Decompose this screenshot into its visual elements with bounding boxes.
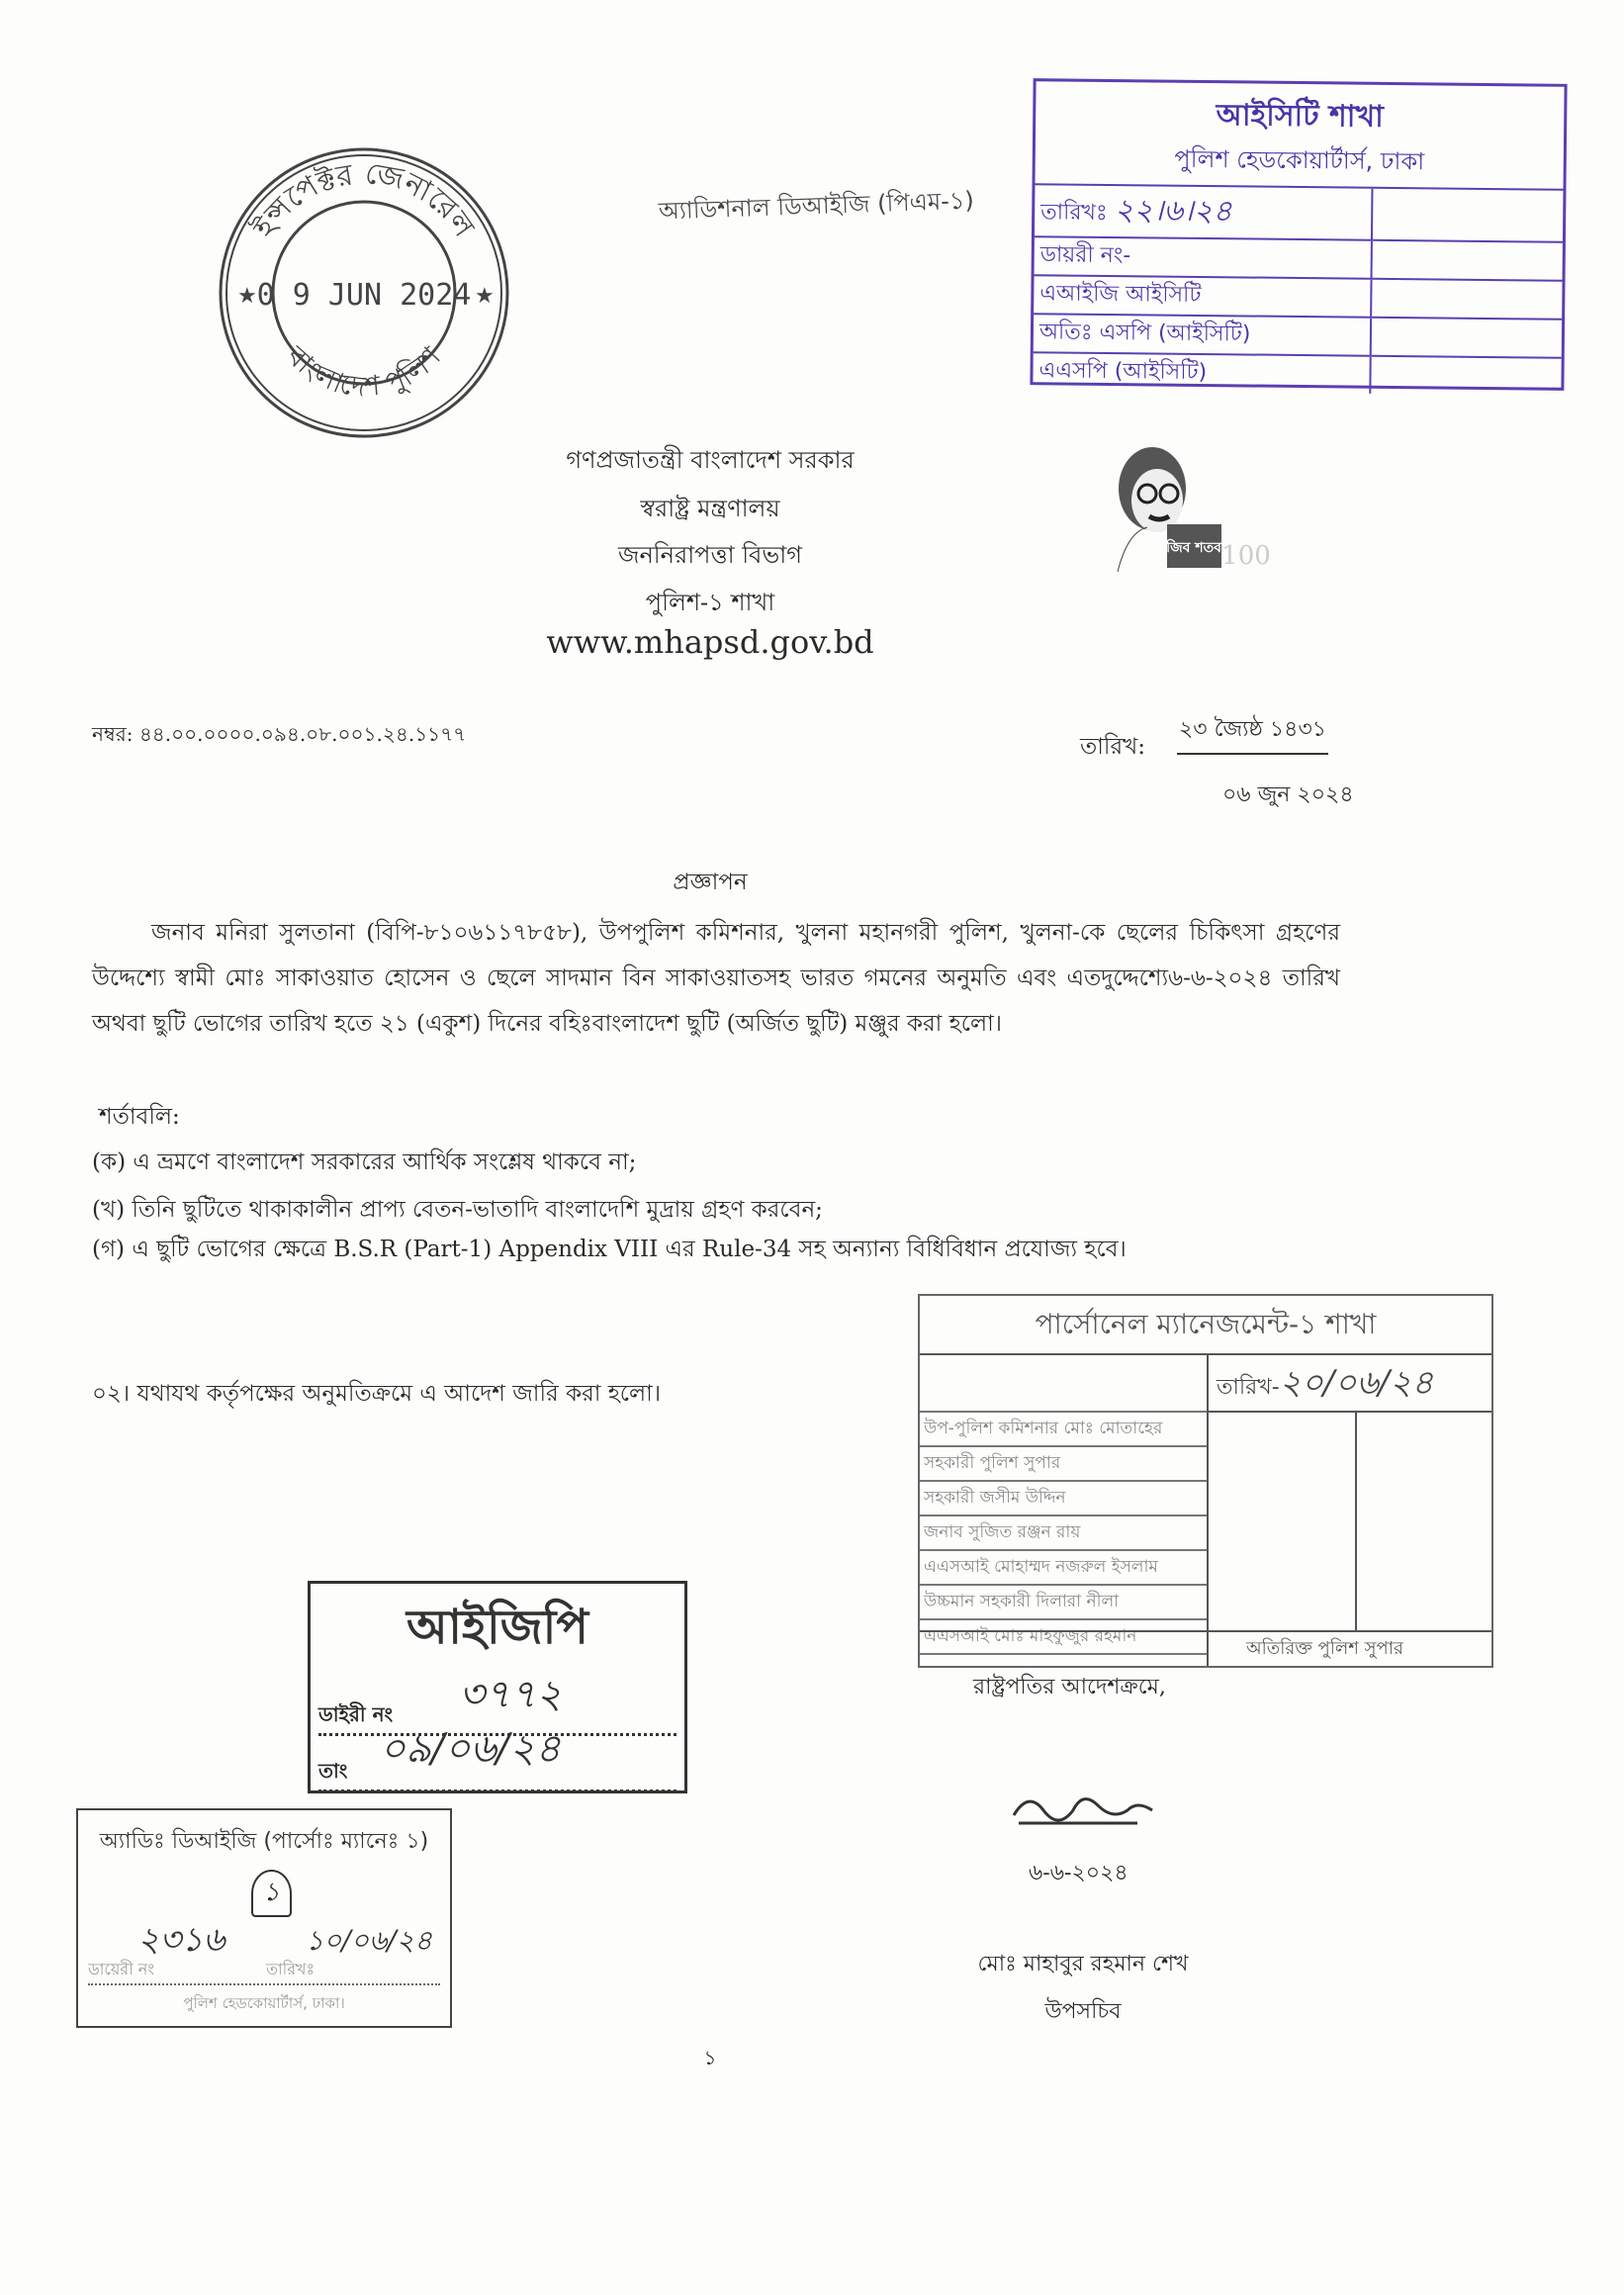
website: www.mhapsd.gov.bd (546, 623, 874, 661)
notice-body: জনাব মনিরা সুলতানা (বিপি-৮১০৬১১৭৮৫৮), উপপুলিশ কমিশনার, খুলনা মহানগরী পুলিশ, খুলনা-কে ছেলের চিকিৎসা গ্রহণের উদ্দেশ্যে স্বামী মোঃ সাকাওয়াত হোসেন ও ছেলে সাদমান বিন সাকাওয়াতসহ ভারত গমনের অনুমতি এবং এতদুদ্দেশ্যে৬-৬-২০২৪ তারিখ অথবা ছুটি ভোগের তারিখ হতে ২১ (একুশ) দিনের বহিঃবাংলাদেশ ছুটি (অর্জিত ছুটি) মঞ্জুর করা হলো। (92, 920, 1340, 1037)
handwritten-date: ০৯/০৬/২৪ (380, 1726, 561, 1772)
seal-top-text: ইন্সপেক্টর জেনারেল (246, 155, 482, 244)
date-label: তাং (318, 1759, 348, 1783)
mgmt-row: এএসআই মোহাম্মদ নজরুল ইসলাম (920, 1551, 1207, 1586)
date-gregorian: ০৬ জুন ২০২৪ (1222, 782, 1354, 807)
ict-branch-stamp (1030, 78, 1567, 391)
ict-row: অতিঃ এসপি (আইসিটি) (1034, 314, 1371, 356)
mgmt-row: জনাব সুজিত রঞ্জন রায় (920, 1516, 1207, 1551)
inspector-general-seal (216, 144, 512, 441)
signatory-designation: উপসচিব (1044, 1999, 1122, 2024)
svg-text:ইন্সপেক্টর জেনারেল (246, 156, 482, 244)
date-label: তারিখঃ (266, 1960, 316, 1978)
signatory-name: মোঃ মাহাবুর রহমান শেখ (977, 1952, 1189, 1976)
branch-name: পুলিশ-১ শাখা (645, 589, 775, 616)
ministry-name: স্বরাষ্ট্র মন্ত্রণালয় (640, 495, 780, 522)
signature-scribble (1009, 1786, 1157, 1839)
mgmt-stamp-footer: অতিরিক্ত পুলিশ সুপার (1246, 1638, 1403, 1659)
handwritten-date: ১০/০৬/২৪ (306, 1924, 433, 1957)
ict-stamp-subtitle: পুলিশ হেডকোয়ার্টার্স, ঢাকা (1174, 144, 1425, 176)
handwritten-mark: ১ (251, 1870, 292, 1917)
star-icon: ★ (475, 284, 495, 309)
signature-date: ৬-৬-২০২৪ (1029, 1861, 1128, 1885)
handwritten-date: ২২।৬।২৪ (1114, 193, 1232, 230)
handwritten-diary-no: ৩৭৭২ (459, 1672, 563, 1717)
mgmt-row: এএসআই মোঃ মাহফুজুর রহমান (920, 1620, 1207, 1655)
seal-bottom-text: বাংলাদেশ পুলিশ (280, 339, 447, 404)
addl-stamp-title: অ্যাডিঃ ডিআইজি (পার্সোঃ ম্যানেঃ ১) (99, 1829, 429, 1854)
seal-date: 0 9 JUN 2024 (256, 278, 472, 313)
memo-number: নম্বর: ৪৪.০০.০০০০.০৯৪.০৮.০০১.২৪.১১৭৭ (92, 722, 467, 746)
igp-stamp (308, 1581, 687, 1793)
division-name: জননিরাপত্তা বিভাগ (618, 541, 802, 569)
page-number: ১ (703, 2046, 717, 2069)
mgmt-stamp-title: পার্সোনেল ম্যানেজমেন্ট-১ শাখা (920, 1296, 1491, 1355)
notice-title: প্রজ্ঞাপন (673, 870, 748, 895)
conditions-label: শর্তাবলি: (99, 1104, 180, 1130)
mgmt-row: উচ্চমান সহকারী দিলারা নীলা (920, 1586, 1207, 1620)
ict-row: তারিখঃ ২২।৬।২৪ (1035, 184, 1373, 240)
date-bangla: ২৩ জ্যৈষ্ঠ ১৪৩১ (1177, 712, 1328, 755)
star-icon: ★ (237, 284, 257, 309)
personnel-management-stamp (918, 1294, 1493, 1668)
svg-text:বাংলাদেশ পুলিশ (280, 339, 447, 404)
condition-item: (গ) এ ছুটি ভোগের ক্ষেত্রে B.S.R (Part-1) Appendix VIII এর Rule-34 সহ অন্যান্য বিধিবিধান প্রযোজ্য হবে। (92, 1237, 1127, 1262)
addl-dig-stamp (76, 1808, 452, 2028)
govt-name: গণপ্রজাতন্ত্রী বাংলাদেশ সরকার (566, 446, 855, 474)
mujib-centenary-logo (1098, 439, 1276, 572)
paragraph-2: ০২। যথাযথ কর্তৃপক্ষের অনুমতিক্রমে এ আদেশ জারি করা হলো। (92, 1381, 662, 1407)
mgmt-stamp-date: তারিখ-২০/০৬/২৪ (1209, 1355, 1491, 1413)
diary-label: ডাইরী নং (318, 1702, 394, 1726)
order-line: রাষ্ট্রপতির আদেশক্রমে, (973, 1675, 1166, 1699)
condition-item: (ক) এ ভ্রমণে বাংলাদেশ সরকারের আর্থিক সংশ্লেষ থাকবে না; (92, 1149, 637, 1175)
addl-dig-note: অ্যাডিশনাল ডিআইজি (পিএম-১) (658, 186, 975, 226)
condition-item: (খ) তিনি ছুটিতে থাকাকালীন প্রাপ্য বেতন-ভাতাদি বাংলাদেশি মুদ্রায় গ্রহণ করবেন; (92, 1197, 823, 1223)
mgmt-row: উপ-পুলিশ কমিশনার মোঃ মোতাহের (920, 1413, 1207, 1447)
igp-stamp-title: আইজিপি (406, 1600, 588, 1655)
svg-text:100: 100 (1221, 541, 1271, 571)
mgmt-row: সহকারী জসীম উদ্দিন (920, 1482, 1207, 1516)
ict-stamp-title: আইসিটি শাখা (1216, 98, 1385, 135)
handwritten-diary-no: ২৩১৬ (137, 1920, 226, 1960)
logo-text: মুজিব শতবর্ষ (1158, 540, 1229, 556)
diary-label: ডায়েরী নং (88, 1960, 155, 1978)
date-label: তারিখ: (1080, 734, 1146, 760)
ict-row: এআইজি আইসিটি (1034, 275, 1371, 318)
handwritten-date: ২০/০৬/২৪ (1279, 1363, 1434, 1403)
ict-row: এএসপি (আইসিটি) (1033, 352, 1370, 394)
mgmt-row: সহকারী পুলিশ সুপার (920, 1447, 1207, 1482)
ict-row: ডায়রী নং- (1035, 236, 1372, 279)
addl-stamp-footer: পুলিশ হেডকোয়ার্টার্স, ঢাকা। (183, 1994, 345, 2012)
